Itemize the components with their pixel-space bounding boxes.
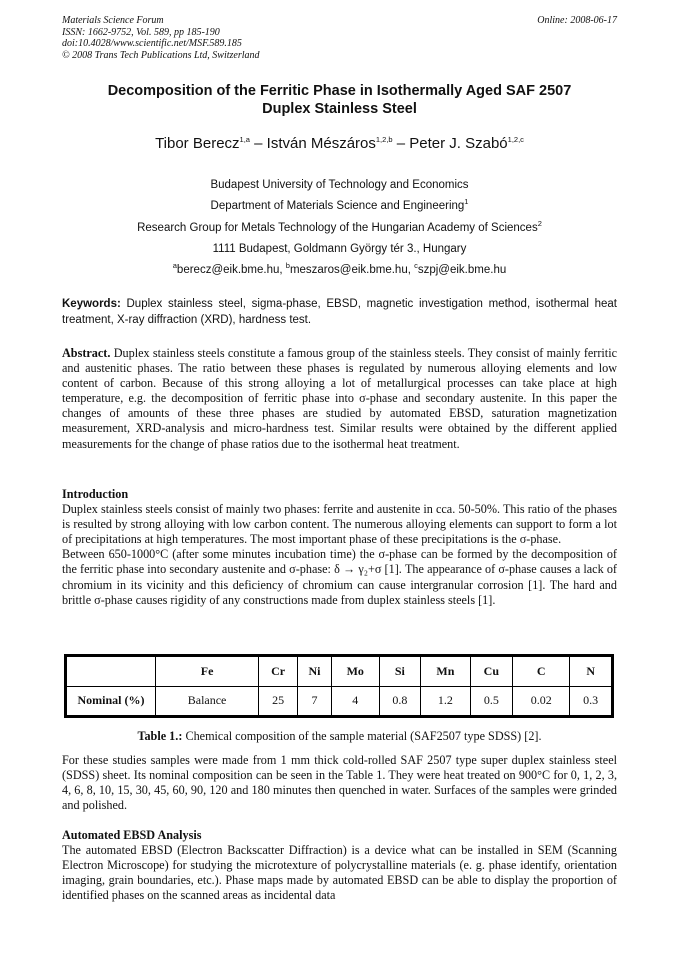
paragraph: Between 650-1000°C (after some minutes incubation time) the σ-phase can be formed by the decomposition of the ferritic phase into secondary austenite and σ-phase: δ → γ₂+σ [1]. The appearance of σ-phase causes a lack of chromium in its vicinity and this deficiency of chromium can cause intergranular corrosion [1]. The hard and brittle σ-phase causes rigidity of any constructions made from duplex stainless steels [1]. (62, 547, 617, 607)
author-emails (62, 260, 617, 281)
table-caption (62, 729, 617, 744)
journal-issn: ISSN: 1662-9752, Vol. 589, pp 185-190 (62, 26, 220, 38)
section-heading: Introduction (62, 487, 129, 501)
table-header-row (67, 657, 612, 687)
affiliation-text: Research Group for Metals Technology of the Hungarian Academy of Sciences (137, 221, 538, 234)
email-address: szpj@eik.bme.hu (417, 264, 507, 277)
composition-table (64, 654, 614, 718)
email-address: berecz@eik.bme.hu, (176, 264, 286, 277)
affiliation-line: 1111 Budapest, Goldmann György tér 3., Hungary (212, 242, 467, 255)
affiliation-line (62, 218, 617, 239)
table-header-cell: Fe (156, 657, 259, 687)
table-header-cell: Cr (259, 657, 298, 687)
table-row (67, 686, 612, 716)
table-header-cell: C (513, 657, 570, 687)
table-header-cell: Mo (331, 657, 379, 687)
table-caption-label: Table 1.: (137, 729, 183, 743)
table-header-cell: N (570, 657, 612, 687)
author-affiliation-sup: 1,2,c (507, 135, 524, 144)
table-cell: 0.3 (570, 686, 612, 716)
table-cell: 0.8 (379, 686, 421, 716)
journal-name: Materials Science Forum (62, 15, 164, 26)
affiliation-line: Budapest University of Technology and Economics (210, 179, 469, 191)
table-cell: 25 (259, 686, 298, 716)
paper-title-line-1: Decomposition of the Ferritic Phase in Isothermally Aged SAF 2507 (107, 83, 572, 99)
introduction-section (62, 487, 617, 608)
email-sup: c (414, 261, 418, 271)
journal-header (62, 15, 617, 61)
affiliation-line (62, 196, 617, 217)
affiliation-sup: 2 (537, 218, 542, 228)
email-sup: a (172, 261, 177, 271)
table-cell: 0.5 (470, 686, 513, 716)
table-cell: 1.2 (421, 686, 470, 716)
table-cell: Balance (156, 686, 259, 716)
table-header-cell (67, 657, 156, 687)
email-address: meszaros@eik.bme.hu, (289, 264, 415, 277)
journal-doi: doi:10.4028/www.scientific.net/MSF.589.185 (62, 38, 242, 49)
paragraph: Duplex stainless steels consist of mainly two phases: ferrite and austenite in cca. 50-50%. This ratio of the phases is resulted by strong alloying with low carbon content. The numerous alloying elements can support to form a lot of precipitations at high temperatures. The most important phase of these precipitations is the σ-phase. (62, 502, 617, 547)
samples-paragraph: For these studies samples were made from 1 mm thick cold-rolled SAF 2507 type super duplex stainless steel (SDSS) sheet. Its nominal composition can be seen in the Table 1. They were heat treated on 900°C for 0, 1, 2, 3, 4, 6, 8, 10, 15, 30, 45, 60, 90, 120 and 180 minutes then quenched in water. Surfaces of the samples were grinded and polished. (62, 753, 617, 813)
table-cell: 0.02 (513, 686, 570, 716)
table-cell: 7 (298, 686, 332, 716)
abstract-text: Duplex stainless steels constitute a famous group of the stainless steels. They consist of mainly ferritic and austenitic phases. The ratio between these phases is regulated by numerous alloying elements and low content of carbon. Because of this strong alloying a lot of metallurgical processes can take place at high temperature, e.g. the decomposition of ferritic phase into σ-phase and secondary austenite. In this paper the changes of amounts of these three phases are studied by automated EBSD, saturation magnetization measurement, XRD-analysis and micro-hardness test. Similar results were obtained by the different applied measurements for the change of phase ratios due to the isothermal heat treatment. (62, 346, 617, 451)
ebsd-section (62, 828, 617, 903)
author-name: Peter J. Szabó (409, 135, 508, 152)
author-name: Tibor Berecz (155, 135, 240, 152)
table-caption-text: Chemical composition of the sample material (SAF2507 type SDSS) [2]. (182, 729, 542, 743)
journal-copyright: © 2008 Trans Tech Publications Ltd, Switzerland (62, 49, 260, 61)
affiliations (62, 175, 617, 281)
affiliation-sup: 1 (464, 197, 469, 207)
author-separator: – (392, 135, 410, 152)
section-heading: Automated EBSD Analysis (62, 828, 202, 842)
paragraph: The automated EBSD (Electron Backscatter Diffraction) is a device what can be installed in SEM (Scanning Electron Microscope) for studying the microtexture of polycrystalline materials (e. g. phase identify, orientation imaging, grain boundaries, etc.). Phase maps made by automated EBSD can be able to display the proportion of identified phases on the scanned areas as incidental data (62, 843, 617, 903)
table-header-cell: Cu (470, 657, 513, 687)
author-list (62, 135, 617, 153)
author-name: István Mészáros (266, 135, 376, 152)
email-sup: b (285, 261, 290, 271)
online-date: Online: 2008-06-17 (537, 15, 617, 26)
keywords (62, 296, 617, 328)
table-header-cell: Mn (421, 657, 470, 687)
table-cell: 4 (331, 686, 379, 716)
author-affiliation-sup: 1,2,b (375, 135, 393, 144)
abstract (62, 346, 617, 452)
keywords-label: Keywords: (62, 298, 121, 310)
paper-title-line-2: Duplex Stainless Steel (262, 101, 417, 117)
abstract-label: Abstract. (62, 346, 111, 360)
table-row-label: Nominal (%) (67, 686, 156, 716)
keywords-text: Duplex stainless steel, sigma-phase, EBSD, magnetic investigation method, isothermal heat treatment, X-ray diffraction (XRD), hardness test. (62, 298, 617, 326)
affiliation-text: Department of Materials Science and Engineering (210, 200, 465, 213)
paper-title (62, 82, 617, 118)
author-separator: – (249, 135, 267, 152)
table-header-cell: Si (379, 657, 421, 687)
table-header-cell: Ni (298, 657, 332, 687)
author-affiliation-sup: 1,a (239, 135, 250, 144)
